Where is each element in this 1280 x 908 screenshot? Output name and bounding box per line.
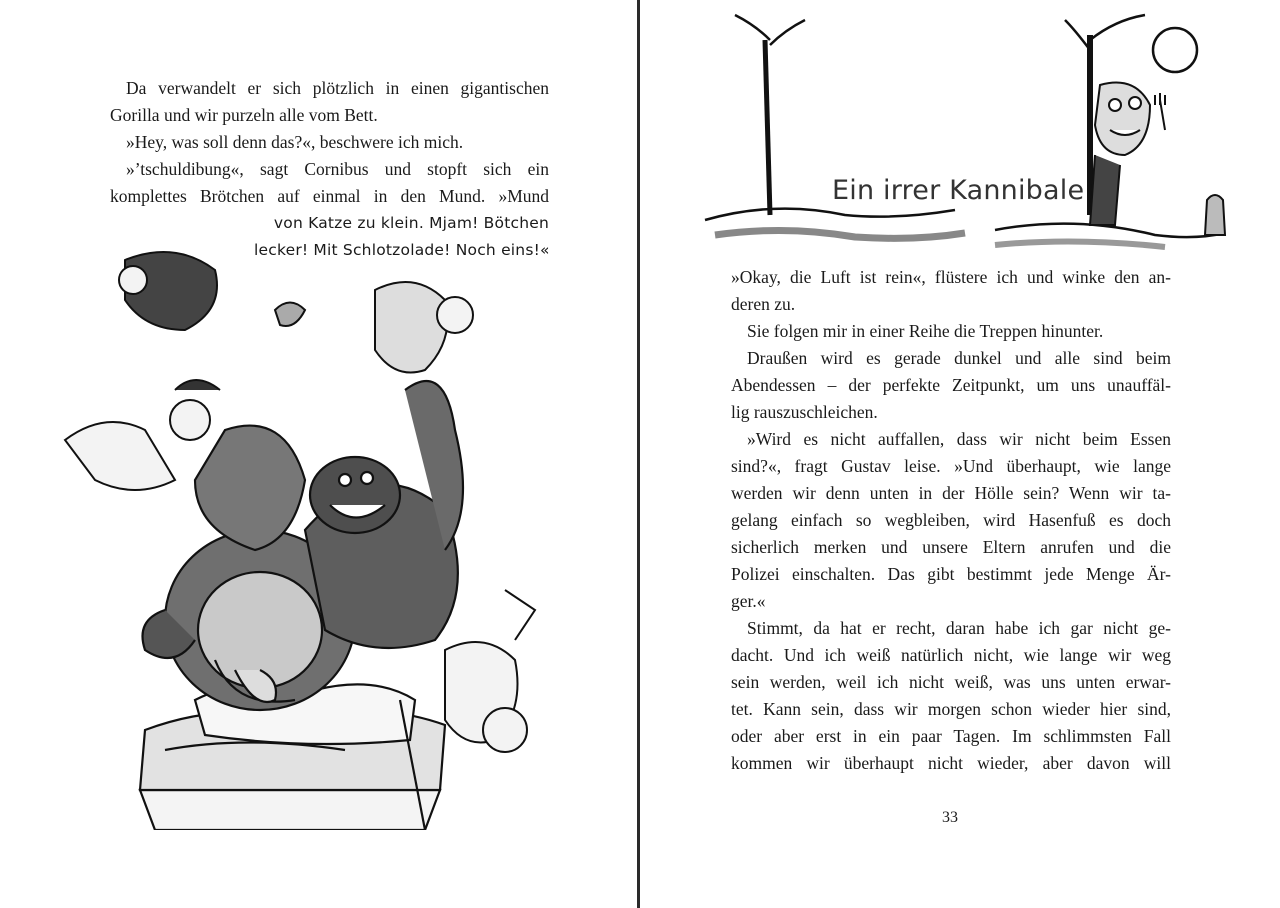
- text-line: deren zu.: [731, 294, 796, 314]
- right-paragraph-1: [731, 264, 1171, 318]
- left-paragraph-3: [110, 156, 549, 210]
- text-line: kommen wir überhaupt nicht wieder, aber davon will: [731, 753, 1171, 773]
- speech-line: von Katze zu klein. Mjam! Bötchen: [273, 214, 549, 232]
- text-line: Abendessen – der perfekte Zeitpunkt, um uns unauffäl-: [731, 375, 1171, 395]
- right-paragraph-2: [731, 318, 1171, 345]
- gorilla-falling-children-illustration: [45, 230, 565, 830]
- text-line: »’tschuldibung«, sagt Cornibus und stopft sich ein: [126, 159, 549, 179]
- text-line: sind?«, fragt Gustav leise. »Und überhaupt, wie lange: [731, 456, 1171, 476]
- speech-line: lecker! Mit Schlotzolade! Noch eins!«: [254, 241, 550, 259]
- text-line: Sie folgen mir in einer Reihe die Treppen hinunter.: [747, 321, 1104, 341]
- text-line: Gorilla und wir purzeln alle vom Bett.: [110, 105, 378, 125]
- text-line: lig rauszuschleichen.: [731, 402, 878, 422]
- text-line: sein werden, weil ich nicht weiß, was uns unten erwar-: [731, 672, 1171, 692]
- text-line: Polizei einschalten. Das gibt bestimmt jede Menge Är-: [731, 564, 1171, 584]
- left-paragraph-1: [110, 75, 549, 129]
- text-line: »Wird es nicht auffallen, dass wir nicht beim Essen: [747, 429, 1171, 449]
- left-page: [0, 0, 637, 908]
- text-line: dacht. Und ich weiß natürlich nicht, wie lange wir weg: [731, 645, 1171, 665]
- chapter-title: Ein irrer Kannibale: [832, 175, 1085, 206]
- text-line: Da verwandelt er sich plötzlich in einen gigantischen: [126, 78, 549, 98]
- cannibal-drawing: [1090, 83, 1225, 236]
- text-line: gelang einfach so wegbleiben, wird Hasenfuß es doch: [731, 510, 1171, 530]
- page-number: 33: [942, 809, 958, 826]
- text-line: Stimmt, da hat er recht, daran habe ich gar nicht ge-: [747, 618, 1171, 638]
- text-line: sicherlich merken und unsere Eltern anrufen und die: [731, 537, 1171, 557]
- right-page: [640, 0, 1280, 908]
- right-paragraph-3: [731, 345, 1171, 426]
- moon-drawing: [1153, 28, 1197, 72]
- text-line: werden wir denn unten in der Hölle sein? Wenn wir ta-: [731, 483, 1171, 503]
- left-paragraph-2: [110, 129, 549, 156]
- text-line: oder aber erst in ein paar Tagen. Im schlimmsten Fall: [731, 726, 1171, 746]
- right-paragraph-5: [731, 615, 1171, 777]
- tree-moon-cannibal-illustration: [695, 5, 1255, 255]
- text-line: ger.«: [731, 591, 766, 611]
- text-line: tet. Kann sein, dass wir morgen schon wieder hier sind,: [731, 699, 1171, 719]
- text-line: Draußen wird es gerade dunkel und alle sind beim: [747, 348, 1171, 368]
- text-line: komplettes Brötchen auf einmal in den Mund. »Mund: [110, 186, 549, 206]
- text-line: »Okay, die Luft ist rein«, flüstere ich und winke den an-: [731, 267, 1171, 287]
- right-paragraph-4: [731, 426, 1171, 615]
- text-line: »Hey, was soll denn das?«, beschwere ich mich.: [126, 132, 464, 152]
